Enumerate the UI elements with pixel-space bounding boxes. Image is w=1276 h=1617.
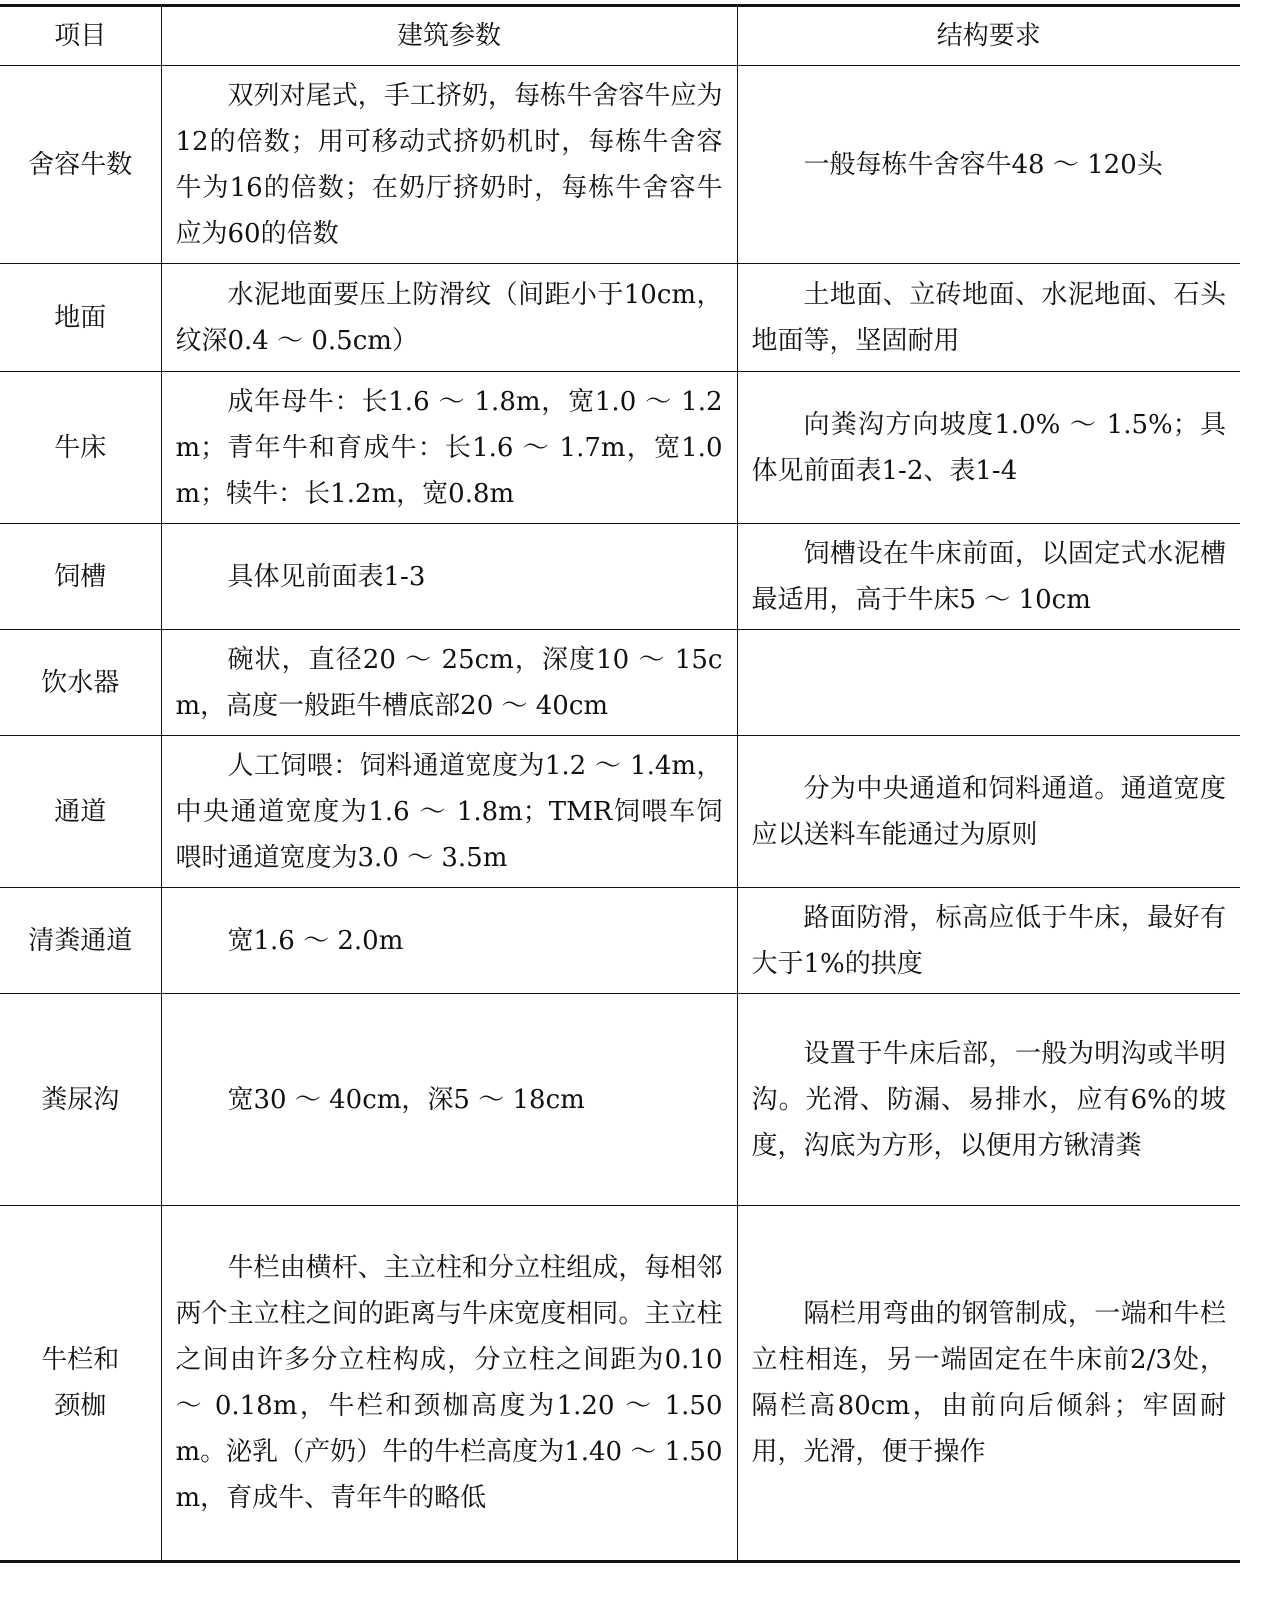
param-cell: 牛栏由横杆、主立柱和分立柱组成，每相邻两个主立柱之间的距离与牛床宽度相同。主立柱之间由许多分立柱构成，分立柱之间距为0.10 ～ 0.18m，牛栏和颈枷高度为1.20 ～ 1.50m。泌乳（产奶）牛的牛栏高度为1.40 ～ 1.50m，育成牛、青年牛的略低: [161, 1206, 737, 1562]
table-row: [0, 994, 1240, 1206]
table-row: [0, 524, 1240, 630]
param-cell: 宽30 ～ 40cm，深5 ～ 18cm: [161, 994, 737, 1206]
param-cell: 成年母牛：长1.6 ～ 1.8m，宽1.0 ～ 1.2m；青年牛和育成牛：长1.6 ～ 1.7m，宽1.0m；犊牛：长1.2m，宽0.8m: [161, 372, 737, 524]
requirement-cell: 向粪沟方向坡度1.0% ～ 1.5%；具体见前面表1-2、表1-4: [737, 372, 1240, 524]
requirement-cell: 饲槽设在牛床前面，以固定式水泥槽最适用，高于牛床5 ～ 10cm: [737, 524, 1240, 630]
requirement-cell: [737, 630, 1240, 736]
table-row: [0, 630, 1240, 736]
requirement-cell: 隔栏用弯曲的钢管制成，一端和牛栏立柱相连，另一端固定在牛床前2/3处，隔栏高80cm，由前向后倾斜；牢固耐用，光滑，便于操作: [737, 1206, 1240, 1562]
table-row: [0, 264, 1240, 372]
table-row: [0, 888, 1240, 994]
item-cell: 牛栏和颈枷: [0, 1206, 161, 1562]
param-cell: 宽1.6 ～ 2.0m: [161, 888, 737, 994]
header-structure-requirements: 结构要求: [737, 6, 1240, 66]
item-cell: 通道: [0, 736, 161, 888]
requirement-cell: 设置于牛床后部，一般为明沟或半明沟。光滑、防漏、易排水，应有6%的坡度，沟底为方形，以便用方锹清粪: [737, 994, 1240, 1206]
requirement-cell: 土地面、立砖地面、水泥地面、石头地面等，坚固耐用: [737, 264, 1240, 372]
param-cell: 具体见前面表1-3: [161, 524, 737, 630]
table-row: [0, 66, 1240, 264]
barn-spec-table: [0, 4, 1240, 1563]
table-row: [0, 372, 1240, 524]
item-cell: 饲槽: [0, 524, 161, 630]
requirement-cell: 分为中央通道和饲料通道。通道宽度应以送料车能通过为原则: [737, 736, 1240, 888]
item-cell: 舍容牛数: [0, 66, 161, 264]
header-row: [0, 6, 1240, 66]
item-cell: 清粪通道: [0, 888, 161, 994]
table-row: [0, 736, 1240, 888]
table-row: [0, 1206, 1240, 1562]
header-building-params: 建筑参数: [161, 6, 737, 66]
item-cell: 饮水器: [0, 630, 161, 736]
param-cell: 水泥地面要压上防滑纹（间距小于10cm，纹深0.4 ～ 0.5cm）: [161, 264, 737, 372]
item-cell: 粪尿沟: [0, 994, 161, 1206]
requirement-cell: 路面防滑，标高应低于牛床，最好有大于1%的拱度: [737, 888, 1240, 994]
param-cell: 人工饲喂：饲料通道宽度为1.2 ～ 1.4m，中央通道宽度为1.6 ～ 1.8m；TMR饲喂车饲喂时通道宽度为3.0 ～ 3.5m: [161, 736, 737, 888]
header-item: 项目: [0, 6, 161, 66]
requirement-cell: 一般每栋牛舍容牛48 ～ 120头: [737, 66, 1240, 264]
param-cell: 双列对尾式，手工挤奶，每栋牛舍容牛应为12的倍数；用可移动式挤奶机时，每栋牛舍容牛为16的倍数；在奶厅挤奶时，每栋牛舍容牛应为60的倍数: [161, 66, 737, 264]
item-cell: 牛床: [0, 372, 161, 524]
item-cell: 地面: [0, 264, 161, 372]
param-cell: 碗状，直径20 ～ 25cm，深度10 ～ 15cm，高度一般距牛槽底部20 ～ 40cm: [161, 630, 737, 736]
